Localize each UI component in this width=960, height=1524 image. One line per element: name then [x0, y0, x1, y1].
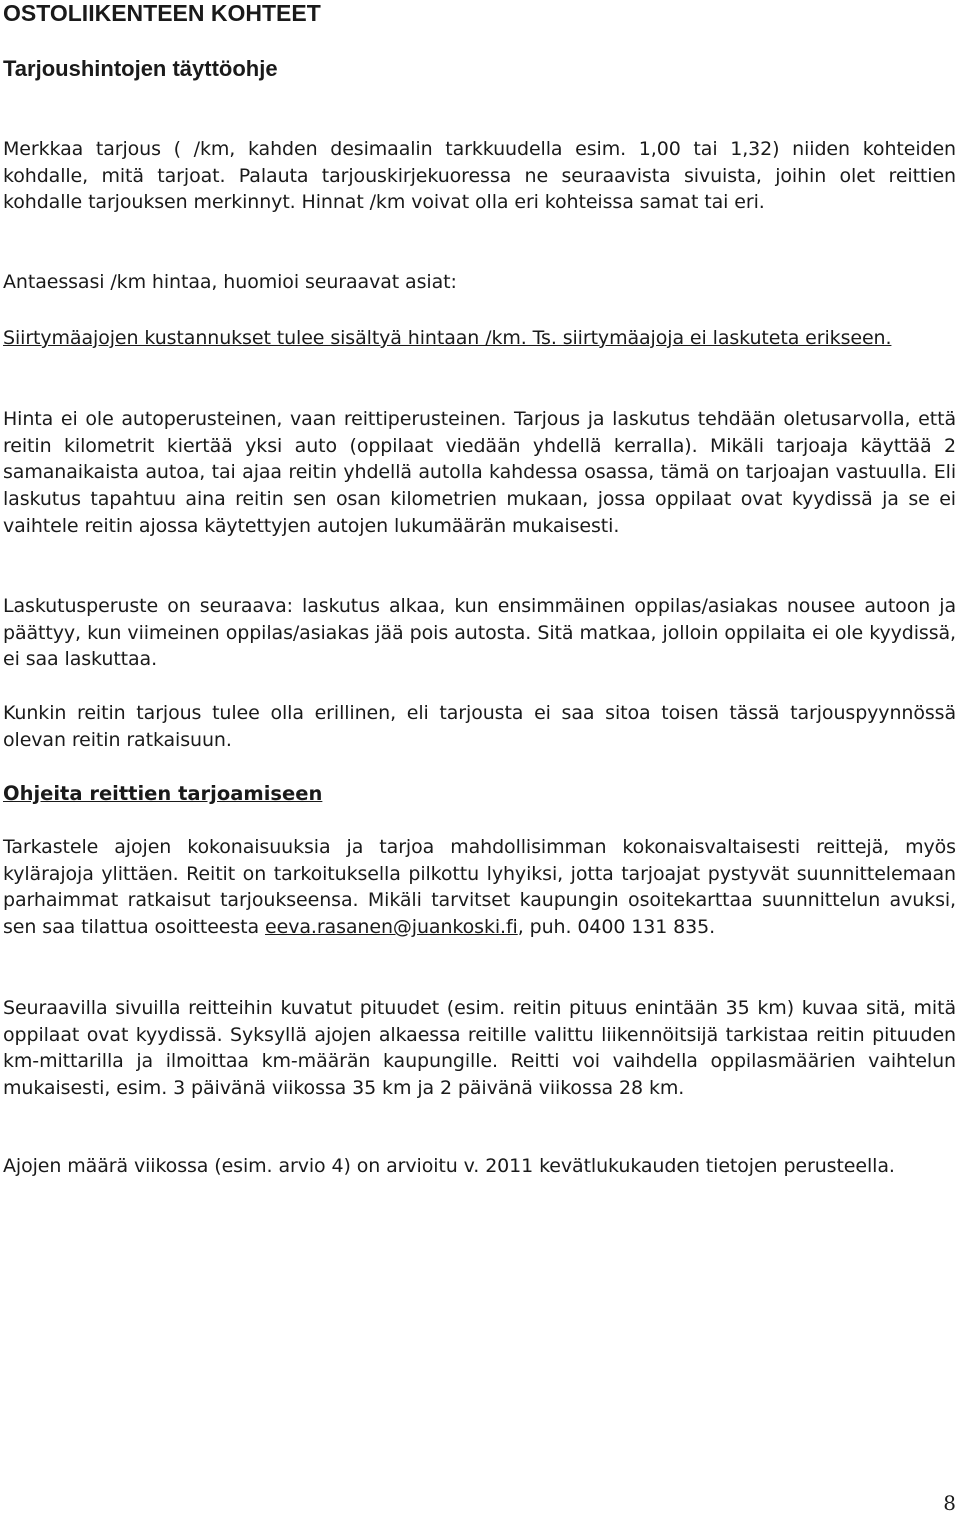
contact-email-link[interactable]: eeva.rasanen@juankoski.fi	[265, 916, 518, 939]
route-lengths-paragraph: Seuraavilla sivuilla reitteihin kuvatut pituudet (esim. reitin pituus enintään 35 km) kuvaa sitä, mitä oppilaat ovat kyydissä. Syksyllä ajojen alkaessa reitille valittu liikennöitsijä tarkistaa reitin pituuden km-mittarilla ja ilmoittaa km-määrän kaupungille. Reitti voi vaihdella oppilasmäärien vaihtelun mukaisesti, esim. 3 päivänä viikossa 35 km ja 2 päivänä viikossa 28 km.	[3, 997, 956, 1100]
instructions-paragraph	[3, 834, 956, 941]
transfer-note: Siirtymäajojen kustannukset tulee sisältyä hintaan /km. Ts. siirtymäajoja ei laskuteta erikseen.	[3, 327, 892, 349]
page-subtitle: Tarjoushintojen täyttöohje	[3, 56, 278, 81]
separate-offer-paragraph: Kunkin reitin tarjous tulee olla erillinen, eli tarjousta ei saa sitoa toisen tässä tarjouspyynnössä olevan reitin ratkaisuun.	[3, 702, 956, 751]
intro-paragraph: Merkkaa tarjous ( /km, kahden desimaalin tarkkuudella esim. 1,00 tai 1,32) niiden kohteiden kohdalle, mitä tarjoat. Palauta tarjouskirjekuoressa ne seuraavista sivuista, joihin olet reittien kohdalle tarjouksen merkinnyt. Hinnat /km voivat olla eri kohteissa samat tai eri.	[3, 138, 956, 214]
billing-basis-paragraph: Laskutusperuste on seuraava: laskutus alkaa, kun ensimmäinen oppilas/asiakas nousee autoon ja päättyy, kun viimeinen oppilas/asiakas jää pois autosta. Sitä matkaa, jolloin oppilaita ei ole kyydissä, ei saa laskuttaa.	[3, 595, 956, 671]
price-notice: Antaessasi /km hintaa, huomioi seuraavat asiat:	[3, 271, 457, 293]
route-price-paragraph: Hinta ei ole autoperusteinen, vaan reittiperusteinen. Tarjous ja laskutus tehdään oletusarvolla, että reitin kilometrit kiertää yksi auto (oppilaat viedään yhdellä kerralla). Mikäli tarjoaja käyttää 2 samanaikaista autoa, tai ajaa reitin yhdellä autolla kahdessa osassa, tämä on tarjoajan vastuulla. Eli laskutus tapahtuu aina reitin sen osan kilometrien mukaan, jossa oppilaat ovat kyydissä ja se ei vaihtele reitin ajossa käytettyjen autojen lukumäärän mukaisesti.	[3, 408, 956, 537]
instructions-heading: Ohjeita reittien tarjoamiseen	[3, 782, 323, 805]
instructions-text: Tarkastele ajojen kokonaisuuksia ja tarjoa mahdollisimman kokonaisvaltaisesti reittejä, myös kylärajoja ylittäen. Reitit on tarkoituksella pilkottu lyhyiksi, jotta tarjoajat pystyvät suunnittelemaan parhaimmat ratkaisut tarjoukseensa. Mikäli tarvitset kaupungin osoitekarttaa suunnittelun avuksi, sen saa tilattua osoitteesta	[3, 836, 956, 939]
contact-phone: , puh. 0400 131 835.	[517, 916, 716, 939]
trips-estimate-paragraph: Ajojen määrä viikossa (esim. arvio 4) on arvioitu v. 2011 kevätlukukauden tietojen perusteella.	[3, 1155, 895, 1177]
page-number: 8	[943, 1491, 956, 1515]
page-title: OSTOLIIKENTEEN KOHTEET	[3, 0, 321, 26]
